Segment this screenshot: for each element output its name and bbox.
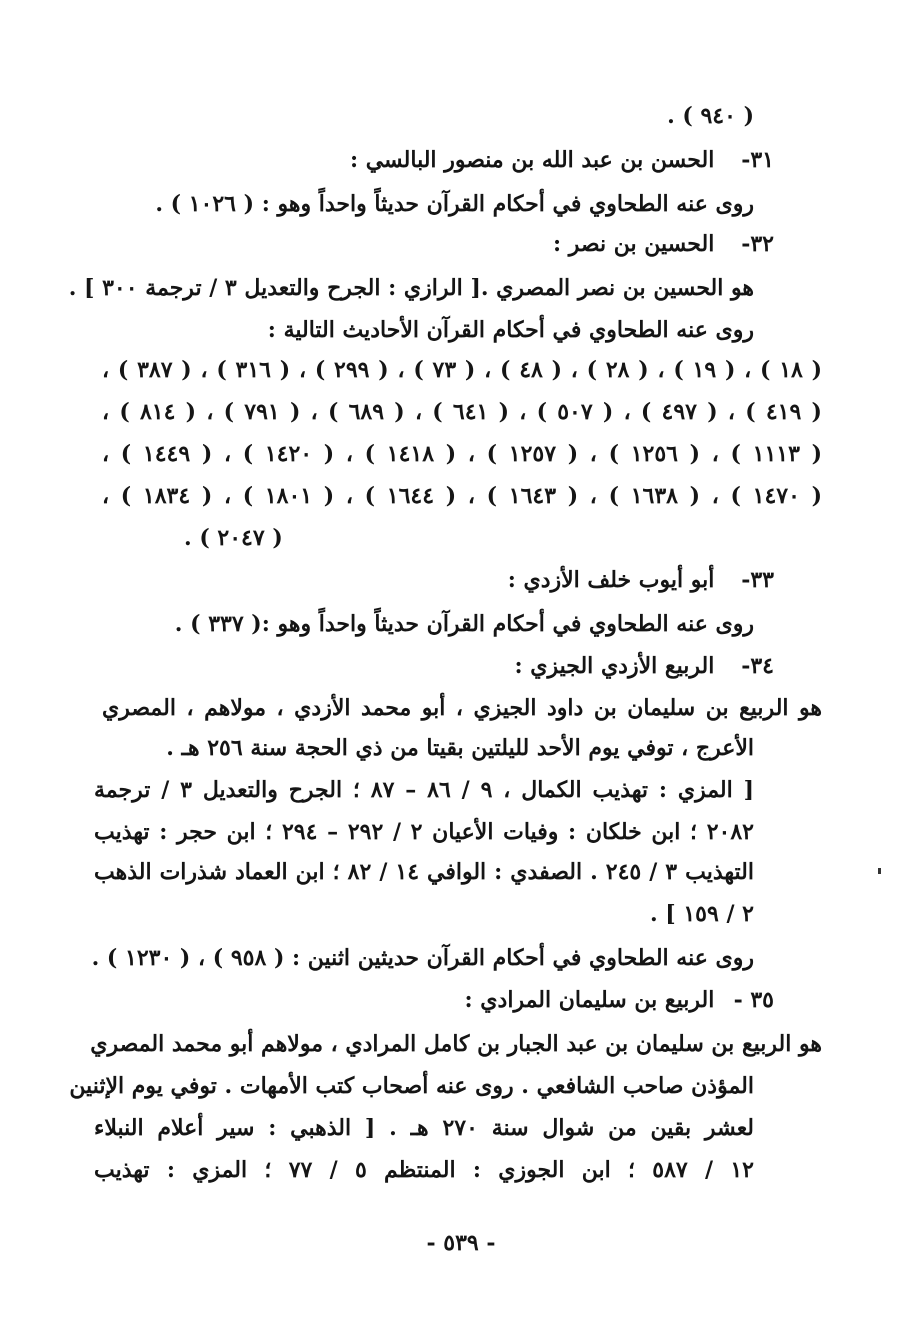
reference-line: التهذيب ٣ / ٢٤٥ . الصفدي : الوافي ١٤ / ٨٢ ؛ ابن العماد شذرات الذهب [94, 859, 755, 885]
reference-line: لعشر بقين من شوال سنة ٢٧٠ هـ . [ الذهبي : سير أعلام النبلاء [94, 1115, 755, 1141]
entry-heading [94, 562, 774, 598]
reference-line: ١٢ / ٥٨٧ ؛ ابن الجوزي : المنتظم ٥ / ٧٧ ؛ المزي : تهذيب [94, 1157, 754, 1183]
entry-number: ٣٥ - [733, 987, 774, 1013]
entry-heading [94, 982, 774, 1018]
entry-name: أبو أيوب خلف الأزدي : [507, 567, 715, 593]
hadith-number-list: ( ٤١٩ ) ، ( ٤٩٧ ) ، ( ٥٠٧ ) ، ( ٦٤١ ) ، ( ٦٨٩ ) ، ( ٧٩١ ) ، ( ٨١٤ ) ، [102, 399, 822, 425]
hadith-number-list: ( ١٨ ) ، ( ١٩ ) ، ( ٢٨ ) ، ( ٤٨ ) ، ( ٧٣ ) ، ( ٢٩٩ ) ، ( ٣١٦ ) ، ( ٣٨٧ ) ، [102, 357, 823, 383]
page-number: - ٥٣٩ - [426, 1230, 496, 1256]
hadith-number-list: ( ٢٠٤٧ ) . [184, 525, 283, 551]
text-line: روى عنه الطحاوي في أحكام القرآن حديثين اثنين : ( ٩٥٨ ) ، ( ١٢٣٠ ) . [91, 945, 754, 971]
entry-number: ٣١- [741, 147, 774, 173]
text-line: هو الربيع بن سليمان بن عبد الجبار بن كامل المرادي ، مولاهم أبو محمد المصري [90, 1031, 822, 1057]
entry-name: الربيع الأزدي الجيزي : [514, 653, 715, 679]
entry-number: ٣٢- [741, 231, 774, 257]
text-line: هو الربيع بن سليمان بن داود الجيزي ، أبو محمد الأزدي ، مولاهم ، المصري [102, 695, 822, 721]
entry-name: الحسين بن نصر : [552, 231, 715, 257]
entry-heading [94, 648, 774, 684]
reference-line: ٢٠٨٢ ؛ ابن خلكان : وفيات الأعيان ٢ / ٢٩٢ – ٢٩٤ ؛ ابن حجر : تهذيب [94, 819, 754, 845]
reference-line: [ المزي : تهذيب الكمال ، ٩ / ٨٦ – ٨٧ ؛ الجرح والتعديل ٣ / ترجمة [94, 777, 755, 803]
entry-name: الربيع بن سليمان المرادي : [464, 987, 715, 1013]
text-line: روى عنه الطحاوي في أحكام القرآن الأحاديث التالية : [267, 317, 754, 343]
entry-number: ٣٤- [741, 653, 774, 679]
hadith-number-list: ( ١٤٧٠ ) ، ( ١٦٣٨ ) ، ( ١٦٤٣ ) ، ( ١٦٤٤ ) ، ( ١٨٠١ ) ، ( ١٨٣٤ ) ، [102, 483, 823, 509]
entry-heading [94, 142, 774, 178]
text-line: روى عنه الطحاوي في أحكام القرآن حديثاً واحداً وهو : ( ١٠٢٦ ) . [155, 191, 754, 217]
text-line: روى عنه الطحاوي في أحكام القرآن حديثاً واحداً وهو :( ٣٣٧ ) . [174, 611, 754, 637]
hadith-number-list: ( ١١١٣ ) ، ( ١٢٥٦ ) ، ( ١٢٥٧ ) ، ( ١٤١٨ ) ، ( ١٤٢٠ ) ، ( ١٤٤٩ ) ، [102, 441, 823, 467]
entry-number: ٣٣- [741, 567, 774, 593]
reference-line: ٢ / ١٥٩ ] . [649, 901, 754, 927]
text-line: المؤذن صاحب الشافعي . روى عنه أصحاب كتب الأمهات . توفي يوم الإثنين [69, 1073, 754, 1099]
text-line: هو الحسين بن نصر المصري .[ الرازي : الجرح والتعديل ٣ / ترجمة ٣٠٠ ] . [68, 275, 754, 301]
scan-speck [878, 868, 881, 874]
entry-heading [94, 226, 774, 262]
text-line: ( ٩٤٠ ) . [667, 103, 754, 129]
entry-name: الحسن بن عبد الله بن منصور البالسي : [349, 147, 715, 173]
text-line: الأعرج ، توفي يوم الأحد لليلتين بقيتا من ذي الحجة سنة ٢٥٦ هـ . [166, 735, 754, 761]
